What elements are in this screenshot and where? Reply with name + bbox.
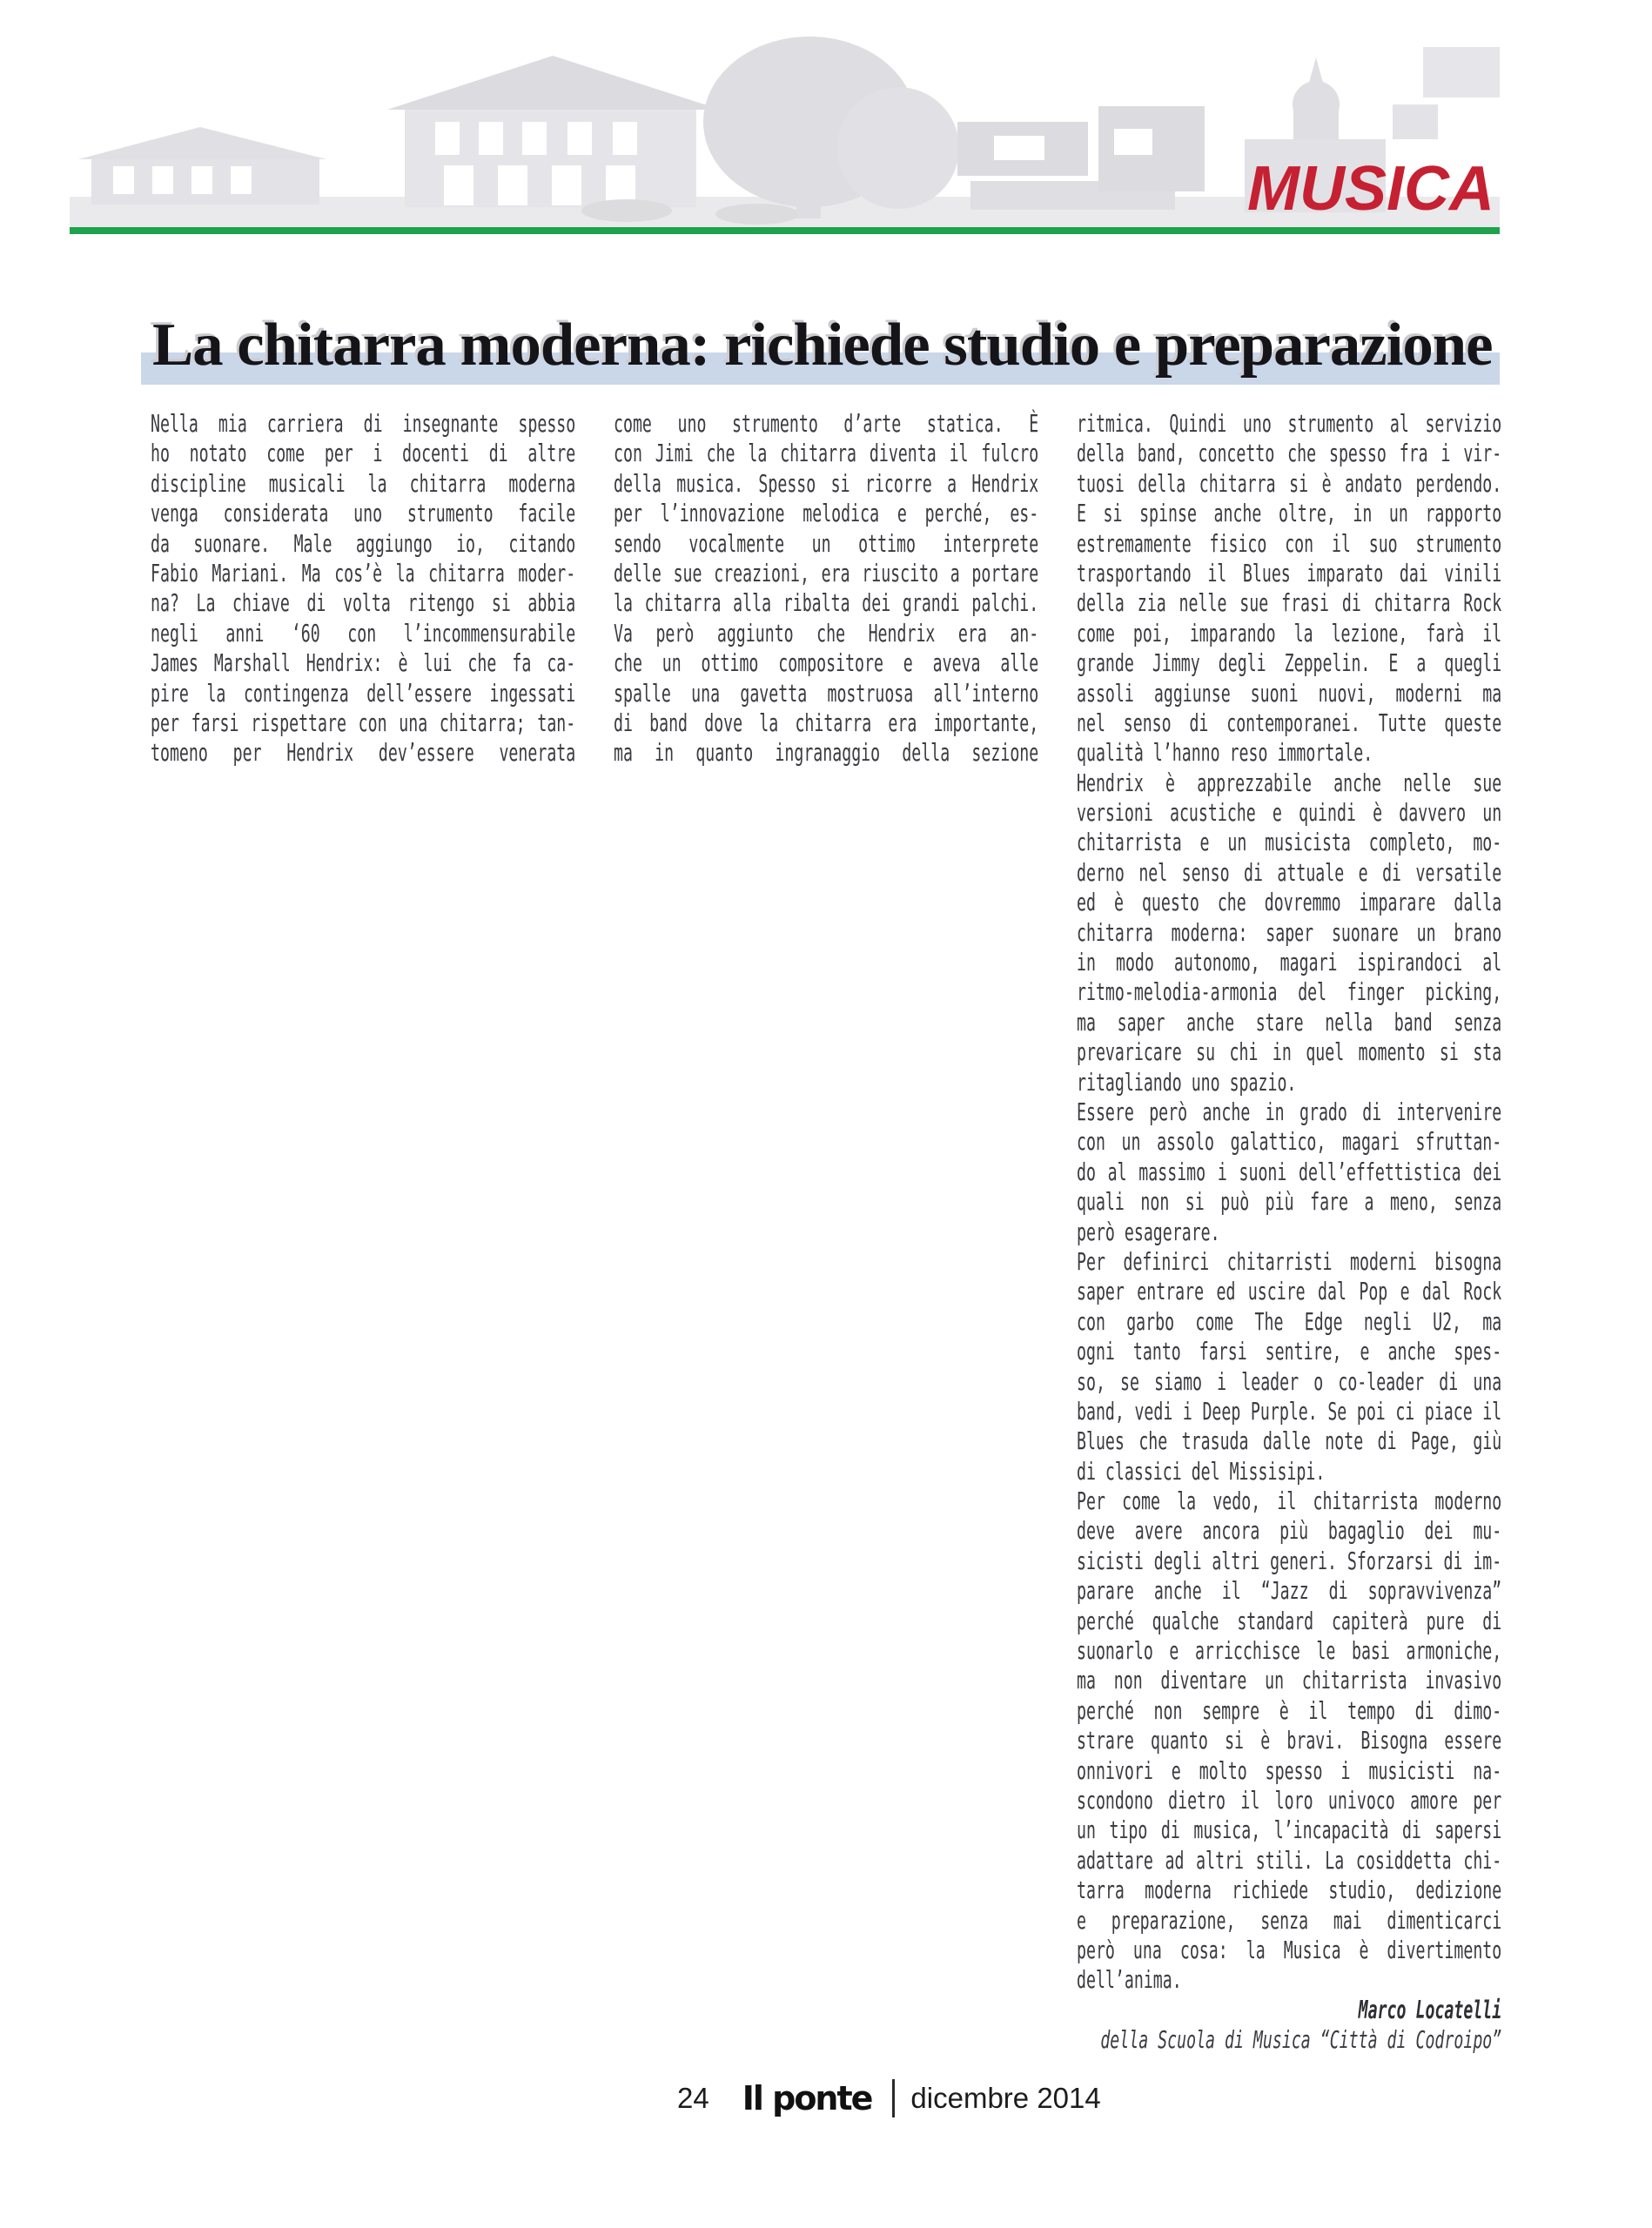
text-line: dell’anima. <box>1077 1965 1182 1995</box>
text-line: tomeno per Hendrix dev’essere venerata <box>151 738 576 768</box>
text-line: chitarra moderna: saper suonare un brano <box>1077 917 1502 947</box>
text-line: con garbo come The Edge negli U2, ma <box>1077 1306 1502 1336</box>
text-line: onnivori e molto spesso i musicisti na- <box>1077 1755 1502 1785</box>
page-footer <box>677 2078 1101 2118</box>
text-line: band, vedi i Deep Purple. Se poi ci piace il <box>1077 1396 1502 1426</box>
text-line: ritmo-melodia-armonia del finger picking, <box>1077 977 1502 1007</box>
text-line: da suonare. Male aggiungo io, citando <box>151 528 576 558</box>
text-line: con Jimi che la chitarra diventa il fulcro <box>614 439 1039 468</box>
text-line: perché qualche standard capiterà pure di <box>1077 1606 1502 1635</box>
text-line: scondono dietro il loro univoco amore per <box>1077 1785 1502 1815</box>
text-line: Essere però anche in grado di intervenire <box>1077 1097 1502 1126</box>
article-column-2 <box>614 409 1038 768</box>
text-line: parare anche il “Jazz di sopravvivenza” <box>1077 1576 1502 1606</box>
text-line: sendo vocalmente un ottimo interprete <box>614 528 1039 558</box>
text-line: derno nel senso di attuale e di versatile <box>1077 857 1502 887</box>
text-line: ma saper anche stare nella band senza <box>1077 1007 1502 1037</box>
magazine-logo: Il ponte <box>742 2079 872 2117</box>
text-line: Fabio Mariani. Ma cos’è la chitarra moder- <box>151 558 576 587</box>
section-label: MUSICA <box>1247 154 1494 224</box>
text-line: strare quanto si è bravi. Bisogna essere <box>1077 1726 1502 1755</box>
text-line: venga considerata uno strumento facile <box>151 499 576 528</box>
text-line: perché non sempre è il tempo di dimo- <box>1077 1695 1502 1725</box>
text-line: ritagliando uno spazio. <box>1077 1067 1297 1097</box>
text-line: per l’innovazione melodica e perché, es- <box>614 499 1039 528</box>
text-line: estremamente fisico con il suo strumento <box>1077 528 1502 558</box>
text-line: tarra moderna richiede studio, dedizione <box>1077 1876 1502 1905</box>
text-line: ogni tanto farsi sentire, e anche spes- <box>1077 1337 1502 1366</box>
text-line: saper entrare ed uscire dal Pop e dal Rock <box>1077 1277 1502 1306</box>
text-line: prevaricare su chi in quel momento si sta <box>1077 1037 1502 1067</box>
article-title-block <box>141 308 1500 388</box>
text-line: trasportando il Blues imparato dai vinili <box>1077 558 1502 587</box>
text-line: di band dove la chitarra era importante, <box>614 708 1039 737</box>
text-line: tuosi della chitarra si è andato perdendo. <box>1077 468 1502 498</box>
article-column-1 <box>151 409 575 768</box>
header-photo <box>70 24 1500 227</box>
text-line: però una cosa: la Musica è divertimento <box>1077 1935 1502 1964</box>
text-line: di classici del Missisipi. <box>1077 1456 1326 1486</box>
text-line: per farsi rispettare con una chitarra; tan- <box>151 708 576 737</box>
issue-date: dicembre 2014 <box>910 2082 1101 2114</box>
text-line: nel senso di contemporanei. Tutte queste <box>1077 708 1502 737</box>
text-line: E si spinse anche oltre, in un rapporto <box>1077 499 1502 528</box>
article-signature <box>1077 1996 1501 2056</box>
text-line: e preparazione, senza mai dimenticarci <box>1077 1905 1502 1935</box>
text-line: ma non diventare un chitarrista invasivo <box>1077 1666 1502 1695</box>
text-line: però esagerare. <box>1077 1217 1220 1246</box>
text-line: na? La chiave di volta ritengo si abbia <box>151 588 576 618</box>
page-number: 24 <box>677 2082 709 2114</box>
text-line: adattare ad altri stili. La cosiddetta chi- <box>1077 1845 1502 1875</box>
text-line: ed è questo che dovremmo imparare dalla <box>1077 888 1502 917</box>
text-line: della zia nelle sue frasi di chitarra Rock <box>1077 588 1502 618</box>
footer-divider <box>892 2079 895 2117</box>
article-title: La chitarra moderna: richiede studio e preparazione <box>152 312 1493 379</box>
text-line: grande Jimmy degli Zeppelin. E a quegli <box>1077 648 1502 678</box>
text-line: chitarrista e un musicista completo, mo- <box>1077 828 1502 857</box>
text-line: della musica. Spesso si ricorre a Hendrix <box>614 468 1039 498</box>
text-line: della band, concetto che spesso fra i vir- <box>1077 439 1502 468</box>
text-line: so, se siamo i leader o co-leader di una <box>1077 1366 1502 1396</box>
text-line: pire la contingenza dell’essere ingessati <box>151 678 576 708</box>
text-line: come poi, imparando la lezione, farà il <box>1077 618 1502 648</box>
author-affiliation: della Scuola di Musica “Città di Codroipo” <box>1100 2025 1502 2055</box>
text-line: ho notato come per i docenti di altre <box>151 439 576 468</box>
article-column-3 <box>1077 409 1501 2056</box>
text-line: che un ottimo compositore e aveva alle <box>614 648 1039 678</box>
column-1-lines <box>151 409 575 768</box>
text-line: un tipo di musica, l’incapacità di sapersi <box>1077 1815 1502 1845</box>
author-name: Marco Locatelli <box>1358 1995 1502 2024</box>
text-line: con un assolo galattico, magari sfruttan- <box>1077 1127 1502 1157</box>
text-line: ma in quanto ingranaggio della sezione <box>614 738 1039 768</box>
text-line: Per definirci chitarristi moderni bisogna <box>1077 1246 1502 1276</box>
text-line: spalle una gavetta mostruosa all’interno <box>614 678 1039 708</box>
text-line: quali non si può più fare a meno, senza <box>1077 1187 1502 1217</box>
text-line: Hendrix è apprezzabile anche nelle sue <box>1077 768 1502 797</box>
text-line: Nella mia carriera di insegnante spesso <box>151 409 576 438</box>
text-line: discipline musicali la chitarra moderna <box>151 468 576 498</box>
text-line: suonarlo e arricchisce le basi armoniche, <box>1077 1636 1502 1666</box>
text-line: deve avere ancora più bagaglio dei mu- <box>1077 1516 1502 1546</box>
column-3-content <box>1077 409 1501 2056</box>
green-divider <box>70 227 1500 234</box>
text-line: negli anni ‘60 con l’incommensurabile <box>151 618 576 648</box>
text-line: sicisti degli altri generi. Sforzarsi di im- <box>1077 1546 1502 1575</box>
text-line: delle sue creazioni, era riuscito a portare <box>614 558 1039 587</box>
text-line: ritmica. Quindi uno strumento al servizio <box>1077 409 1502 438</box>
column-3-lines <box>1077 409 1501 1996</box>
text-line: la chitarra alla ribalta dei grandi palchi. <box>614 588 1039 618</box>
text-line: Blues che trasuda dalle note di Page, giù <box>1077 1426 1502 1456</box>
text-line: do al massimo i suoni dell’effettistica dei <box>1077 1157 1502 1186</box>
text-line: Va però aggiunto che Hendrix era an- <box>614 618 1039 648</box>
text-line: in modo autonomo, magari ispirandoci al <box>1077 948 1502 977</box>
text-line: assoli aggiunse suoni nuovi, moderni ma <box>1077 678 1502 708</box>
text-line: qualità l’hanno reso immortale. <box>1077 738 1373 768</box>
text-line: James Marshall Hendrix: è lui che fa ca- <box>151 648 576 678</box>
text-line: Per come la vedo, il chitarrista moderno <box>1077 1486 1502 1516</box>
text-line: come uno strumento d’arte statica. È <box>614 409 1039 438</box>
text-line: versioni acustiche e quindi è davvero un <box>1077 798 1502 828</box>
column-2-lines <box>614 409 1038 768</box>
